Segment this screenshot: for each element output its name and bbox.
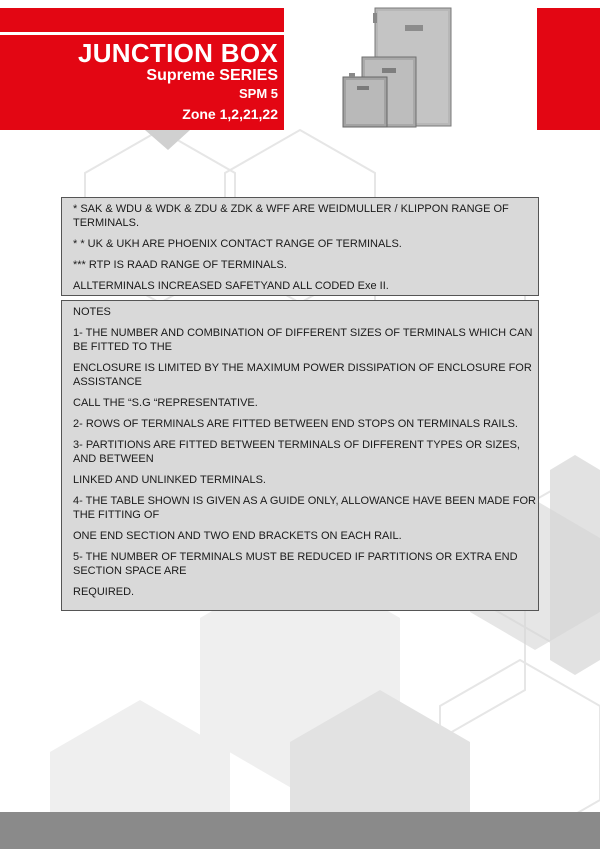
note-item: 1- THE NUMBER AND COMBINATION OF DIFFERENT SIZES OF TERMINALS WHICH CAN BE FITTED TO THE xyxy=(73,327,533,353)
notes-heading: NOTES xyxy=(73,306,111,318)
terminals-info-line: ALLTERMINALS INCREASED SAFETYAND ALL CODED Exe II. xyxy=(73,280,389,292)
note-item: 5- THE NUMBER OF TERMINALS MUST BE REDUCED IF PARTITIONS OR EXTRA END SECTION SPACE ARE xyxy=(73,551,518,577)
note-item: REQUIRED. xyxy=(73,586,135,598)
notes-box xyxy=(61,300,539,611)
series-label: Supreme SERIES xyxy=(146,67,278,84)
page-title: JUNCTION BOX xyxy=(77,38,278,68)
terminals-info-line: *** RTP IS RAAD RANGE OF TERMINALS. xyxy=(73,259,287,271)
note-item: ENCLOSURE IS LIMITED BY THE MAXIMUM POWER DISSIPATION OF ENCLOSURE FOR ASSISTANCE xyxy=(73,362,532,388)
right-accent-block xyxy=(537,8,600,130)
terminals-info-line: * SAK & WDU & WDK & ZDU & ZDK & WFF ARE WEIDMULLER / KLIPPON RANGE OF TERMINALS. xyxy=(73,203,509,229)
note-item: 4- THE TABLE SHOWN IS GIVEN AS A GUIDE ONLY, ALLOWANCE HAVE BEEN MADE FOR THE FITTING OF xyxy=(73,495,536,521)
terminals-info-line: * * UK & UKH ARE PHOENIX CONTACT RANGE OF TERMINALS. xyxy=(73,238,402,250)
note-item: 2- ROWS OF TERMINALS ARE FITTED BETWEEN END STOPS ON TERMINALS RAILS. xyxy=(73,418,518,430)
header-divider xyxy=(0,32,284,35)
note-item: 3- PARTITIONS ARE FITTED BETWEEN TERMINALS OF DIFFERENT TYPES OR SIZES, AND BETWEEN xyxy=(73,439,520,465)
note-item: LINKED AND UNLINKED TERMINALS. xyxy=(73,474,266,486)
model-label: SPM 5 xyxy=(238,86,278,101)
footer-bar xyxy=(0,812,600,849)
terminals-info-box xyxy=(61,197,539,296)
note-item: ONE END SECTION AND TWO END BRACKETS ON EACH RAIL. xyxy=(73,530,402,542)
zone-label: Zone 1,2,21,22 xyxy=(182,106,278,122)
note-item: CALL THE “S.G “REPRESENTATIVE. xyxy=(73,397,258,409)
junction-box-enclosure-icon xyxy=(335,5,460,130)
